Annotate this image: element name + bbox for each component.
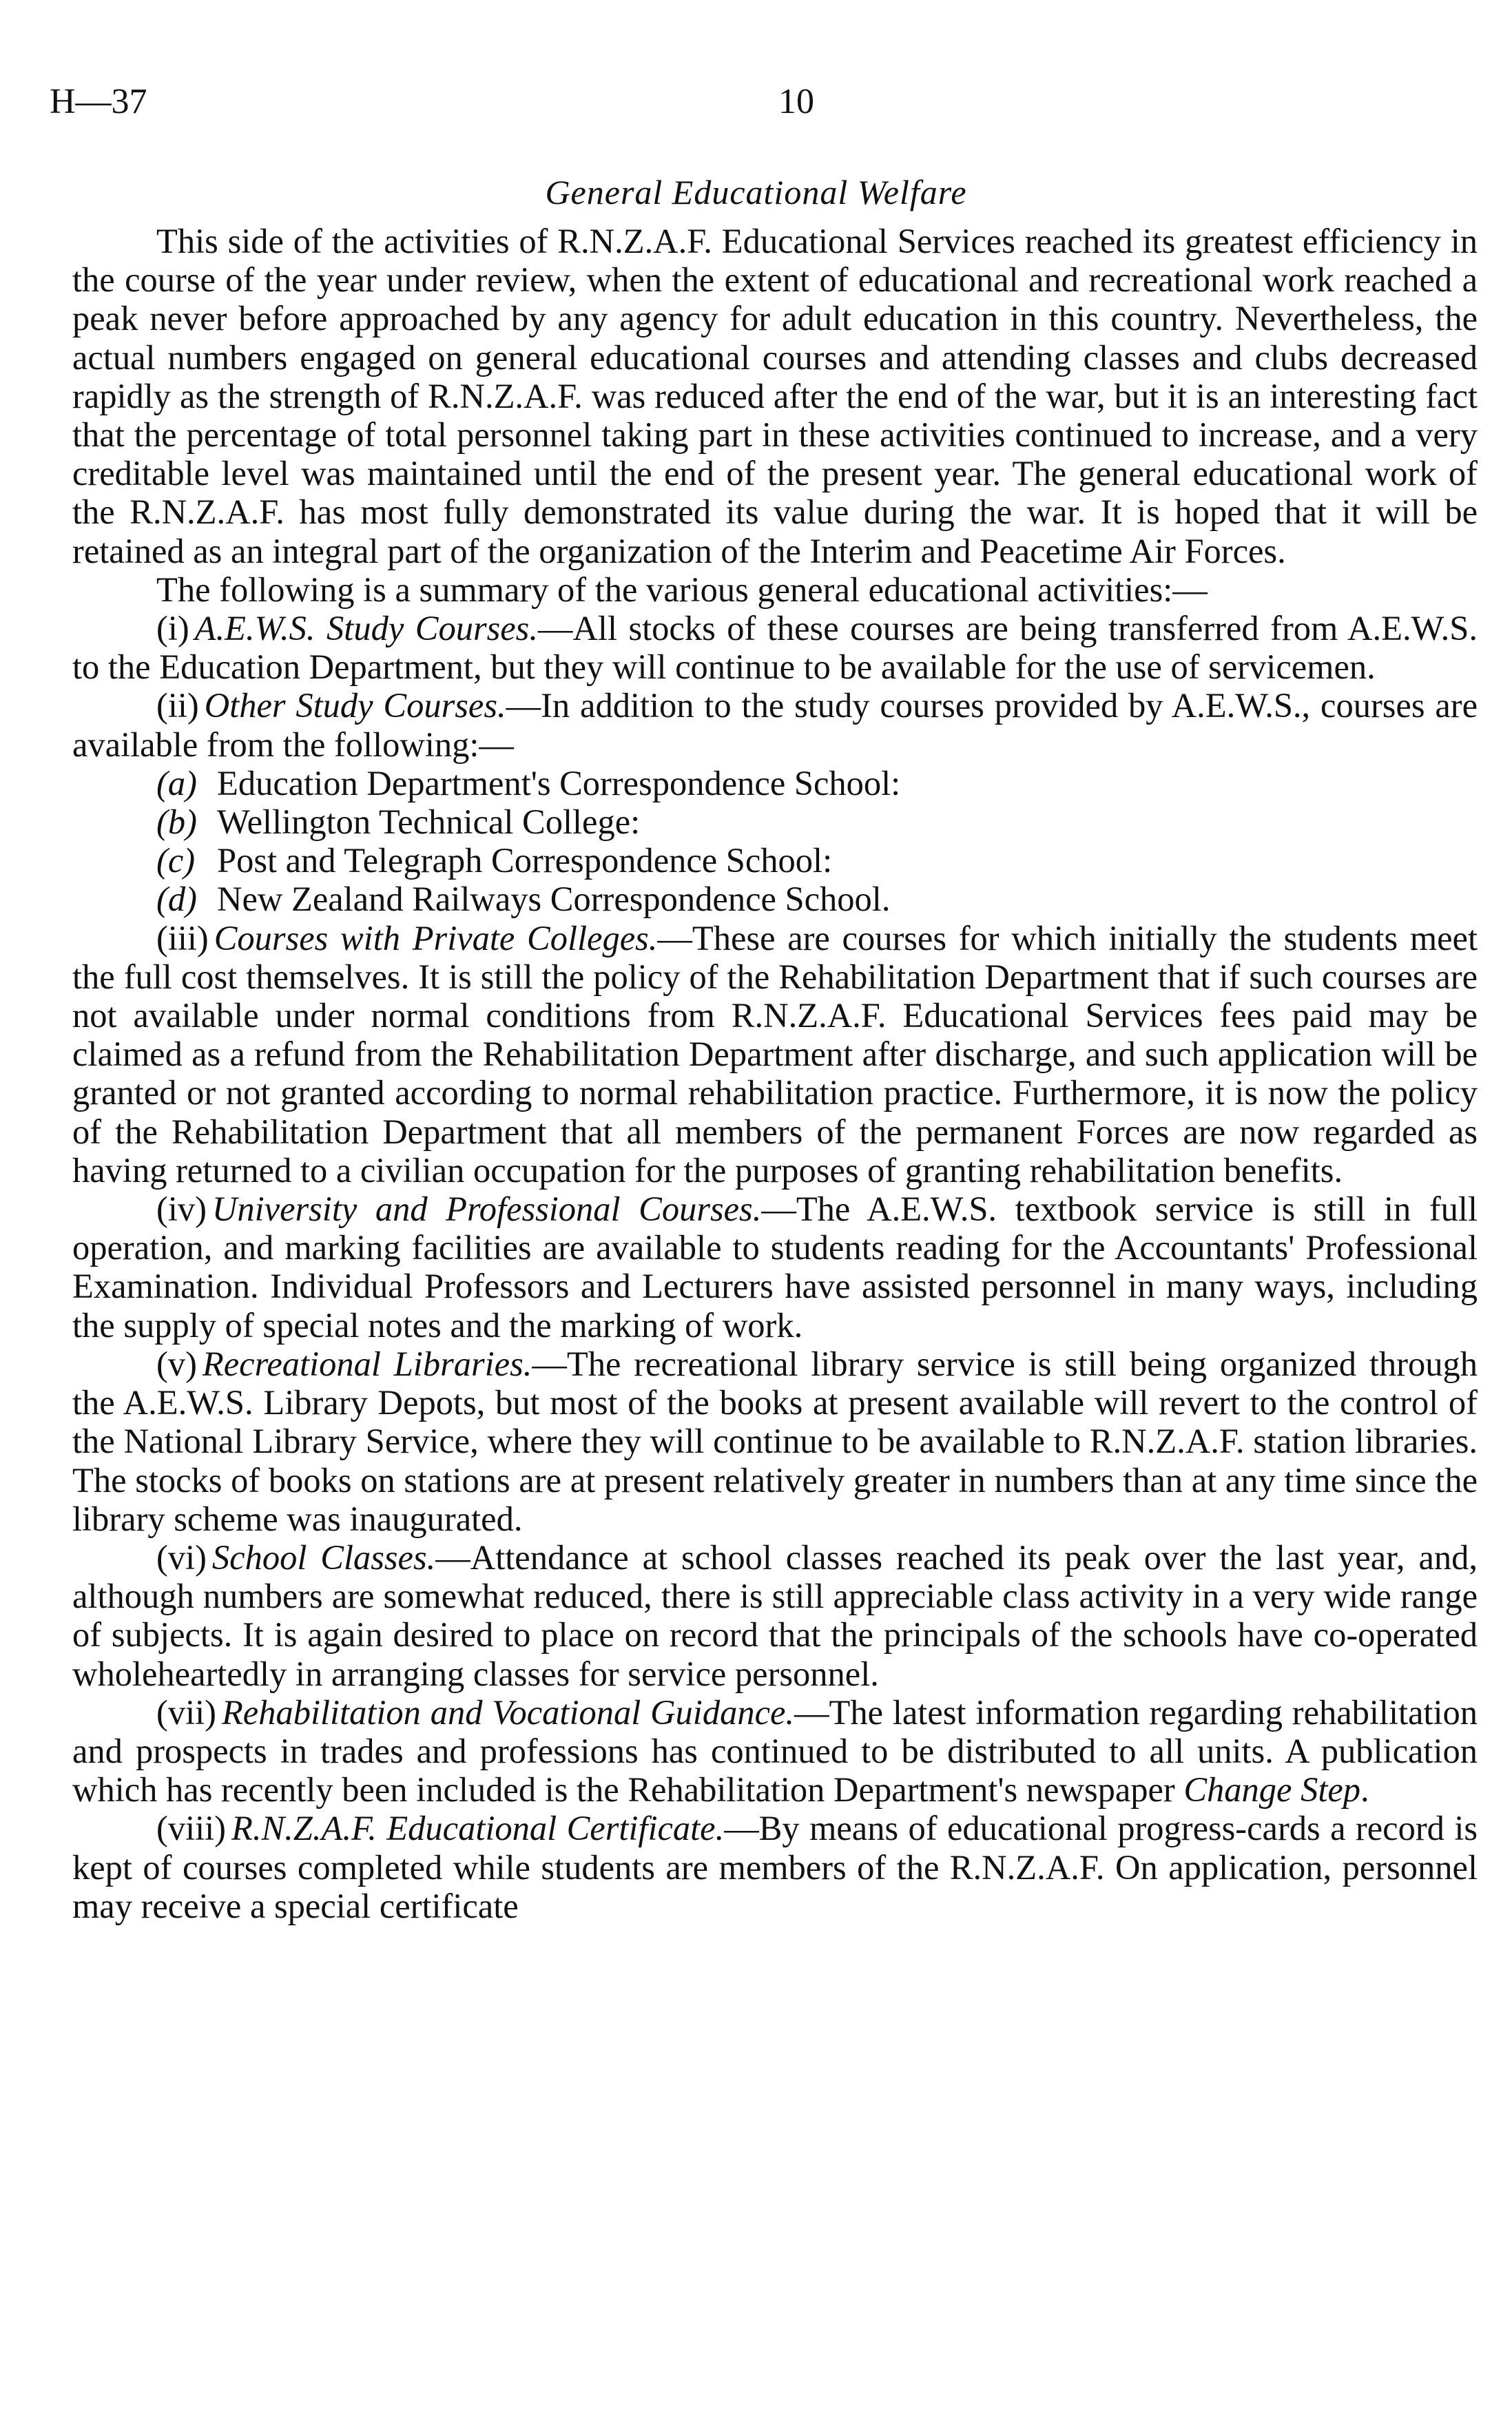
item-title: University and Professional Courses. bbox=[211, 1190, 762, 1229]
item-title: R.N.Z.A.F. Educational Certificate. bbox=[231, 1809, 725, 1848]
sub-list-item: (c) Post and Telegraph Correspondence School: bbox=[156, 841, 833, 880]
item-title: Recreational Libraries. bbox=[202, 1344, 532, 1383]
list-item: (viii) R.N.Z.A.F. Educational Certificate.—By means of educational progress-cards a record is kept of courses completed while students are members of the R.N.Z.A.F. On application, personnel may receive a special certificate bbox=[72, 1809, 1478, 1925]
sub-list-item: (a) Education Department's Correspondence School: bbox=[156, 763, 901, 802]
sub-list-item: (d) New Zealand Railways Correspondence School. bbox=[156, 880, 891, 919]
intro-paragraph: This side of the activities of R.N.Z.A.F. Educational Services reached its greatest efficiency in the course of the year under review, when the extent of educational and recreational work reached a peak never before approached by any agency for adult education in this country. Nevertheless, the actual numbers engaged on general educational courses and attending classes and clubs decreased rapidly as the strength of R.N.Z.A.F. was reduced after the end of the war, but it is an interesting fact that the percentage of total personnel taking part in these activities continued to increase, and a very creditable level was maintained until the end of the present year. The general educational work of the R.N.Z.A.F. has most fully demonstrated its value during the war. It is hoped that it will be retained as an integral part of the organization of the Interim and Peacetime Air Forces. bbox=[72, 222, 1478, 570]
summary-lead: The following is a summary of the various general educational activities:— bbox=[156, 570, 1208, 609]
list-item: (i) A.E.W.S. Study Courses.—All stocks of these courses are being transferred from A.E.W.S. to the Education Department, but they will continue to be available for the use of servicemen. bbox=[72, 609, 1478, 687]
sub-list-item: (b) Wellington Technical College: bbox=[156, 802, 641, 842]
item-title: School Classes. bbox=[211, 1537, 436, 1577]
document-reference: H—37 bbox=[50, 82, 147, 121]
list-item: (vii) Rehabilitation and Vocational Guidance.—The latest information regarding rehabilitation and prospects in trades and professions has continued to be distributed to all units. A publication which has recently been included is the Rehabilitation Department's newspaper Change Step. bbox=[72, 1692, 1478, 1810]
list-item: (v) Recreational Libraries.—The recreational library service is still being organized through the A.E.W.S. Library Depots, but most of the books at present available will revert to the control of the National Library Service, where they will continue to be available to R.N.Z.A.F. station libraries. The stocks of books on stations are at present relatively greater in numbers than at any time since the library scheme was inaugurated. bbox=[72, 1344, 1478, 1538]
list-item: (iv) University and Professional Courses.—The A.E.W.S. textbook service is still in full operation, and marking facilities are available to students reading for the Accountants' Professional Examination. Individual Professors and Lecturers have assisted personnel in many ways, including the supply of special notes and the marking of work. bbox=[72, 1190, 1478, 1345]
body-text bbox=[72, 222, 1478, 1925]
newspaper-title: Change Step bbox=[1183, 1770, 1361, 1810]
page-number: 10 bbox=[778, 82, 814, 121]
list-item: (ii) Other Study Courses.—In addition to the study courses provided by A.E.W.S., courses are available from the following:— bbox=[72, 686, 1478, 764]
list-item: (vi) School Classes.—Attendance at school classes reached its peak over the last year, and, although numbers are somewhat reduced, there is still appreciable class activity in a very wide range of subjects. It is again desired to place on record that the principals of the schools have co-operated wholeheartedly in arranging classes for service personnel. bbox=[72, 1537, 1478, 1693]
section-title: General Educational Welfare bbox=[545, 173, 967, 211]
list-item: (iii) Courses with Private Colleges.—These are courses for which initially the students meet the full cost themselves. It is still the policy of the Rehabilitation Department that if such courses are not available under normal conditions from R.N.Z.A.F. Educational Services fees paid may be claimed as a refund from the Rehabilitation Department after discharge, and such application will be granted or not granted according to normal rehabilitation practice. Furthermore, it is now the policy of the Rehabilitation Department that all members of the permanent Forces are now regarded as having returned to a civilian occupation for the purposes of granting rehabilitation benefits. bbox=[72, 918, 1478, 1190]
item-title: Other Study Courses. bbox=[204, 686, 506, 725]
item-title: Courses with Private Colleges. bbox=[214, 918, 658, 957]
item-title: Rehabilitation and Vocational Guidance. bbox=[221, 1692, 795, 1732]
item-title: A.E.W.S. Study Courses. bbox=[194, 609, 538, 648]
page-header bbox=[50, 81, 1469, 136]
